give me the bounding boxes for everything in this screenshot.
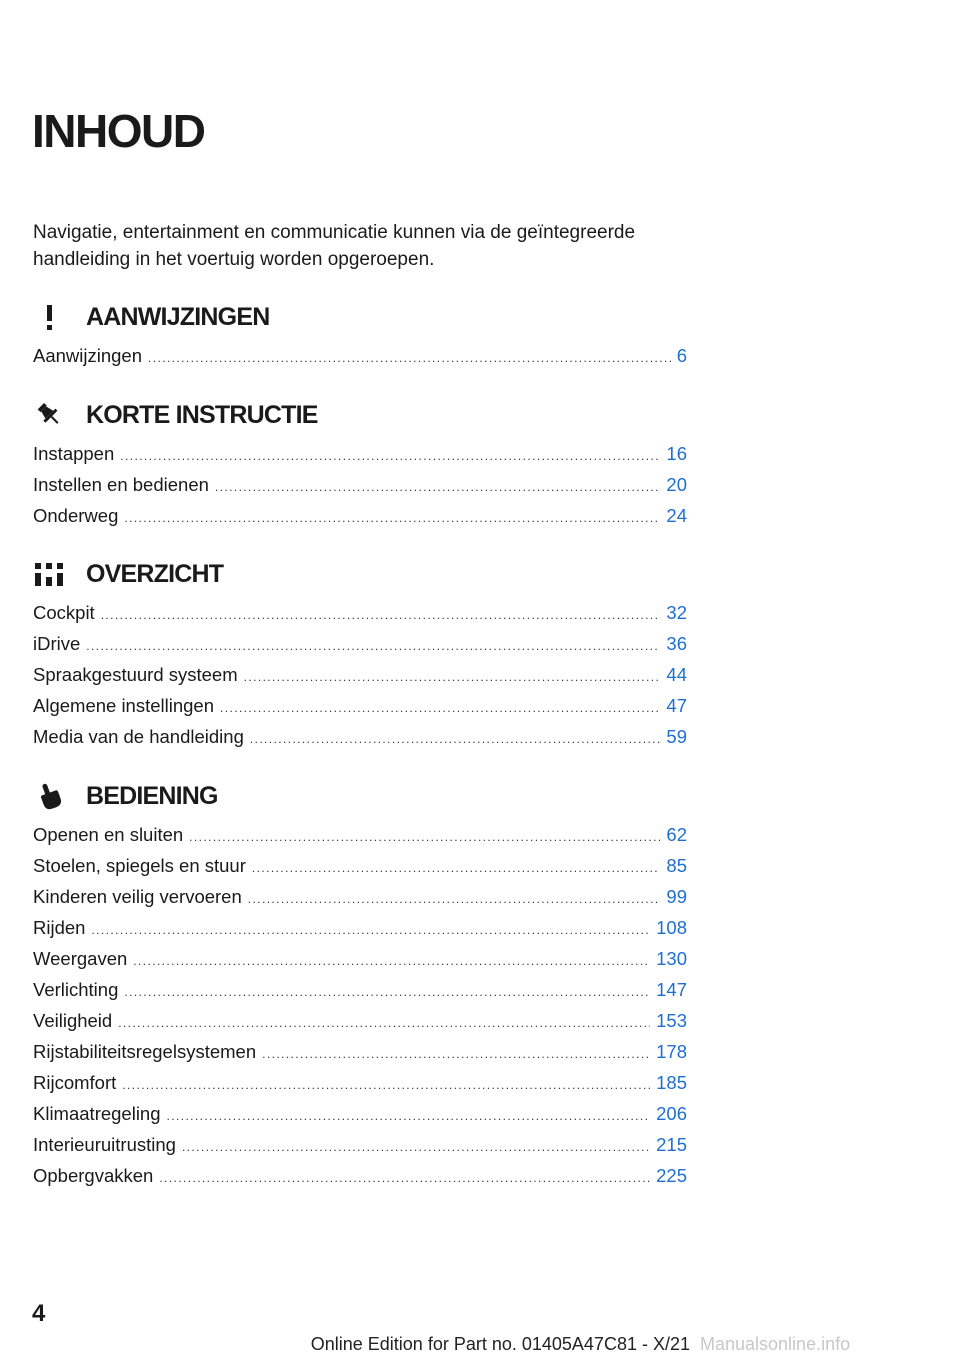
dot-leader <box>252 853 661 884</box>
toc-entry-page[interactable]: 47 <box>666 695 687 716</box>
toc-entry[interactable] <box>33 690 687 721</box>
toc-entry[interactable] <box>33 974 687 1005</box>
intro-text: Navigatie, entertainment en communicatie kunnen via de geïntegreerde handleiding in het voertuig worden opgeroepen. <box>33 222 636 270</box>
toc-entry-page[interactable]: 59 <box>666 726 687 747</box>
toc-entry-page[interactable]: 206 <box>656 1103 687 1124</box>
toc-entry-page[interactable]: 178 <box>656 1041 687 1062</box>
footer-edition: Online Edition for Part no. 01405A47C81 - X/21 <box>310 1334 690 1354</box>
toc-entry-label[interactable]: Stoelen, spiegels en stuur <box>33 855 246 876</box>
toc-entry[interactable] <box>33 628 687 659</box>
toc-entry-label[interactable]: Aanwijzingen <box>33 345 143 366</box>
dot-leader <box>133 946 650 977</box>
dot-leader <box>124 503 660 534</box>
toc-entry[interactable] <box>33 850 687 881</box>
toc-entry-label[interactable]: Algemene instellingen <box>33 695 215 716</box>
toc-entry[interactable] <box>33 1098 687 1129</box>
dot-leader <box>167 1101 651 1132</box>
section-bediening <box>33 779 687 1191</box>
section-header <box>33 300 687 334</box>
toc-entry[interactable] <box>33 1005 687 1036</box>
watermark: Manualsonline.info <box>700 1334 851 1354</box>
toc-entry-label[interactable]: Veiligheid <box>33 1010 113 1031</box>
toc-entry-label[interactable]: Media van de handleiding <box>33 726 244 747</box>
toc-entry-page[interactable]: 16 <box>666 443 687 464</box>
toc-entry[interactable] <box>33 1129 687 1160</box>
toc-entry[interactable] <box>33 659 687 690</box>
toc-entry[interactable] <box>33 819 687 850</box>
toc-entry[interactable] <box>33 597 687 628</box>
toc-entry-page[interactable]: 24 <box>666 505 687 526</box>
toc-entry[interactable] <box>33 438 687 469</box>
section-title: OVERZICHT <box>86 560 224 588</box>
toc-entry-label[interactable]: Onderweg <box>33 505 119 526</box>
section-korte-instructie <box>33 398 687 531</box>
toc-entry[interactable] <box>33 912 687 943</box>
dot-leader <box>250 724 661 755</box>
page-title: INHOUD <box>32 105 205 157</box>
toc-entry-label[interactable]: Openen en sluiten <box>33 824 184 845</box>
dot-leader <box>159 1163 650 1194</box>
toc-entry-label[interactable]: Rijstabiliteitsregelsystemen <box>33 1041 257 1062</box>
toc-entry-page[interactable]: 108 <box>656 917 687 938</box>
toc-entry-label[interactable]: Opbergvakken <box>33 1165 154 1186</box>
section-title: BEDIENING <box>86 782 218 810</box>
dot-leader <box>248 884 661 915</box>
dot-leader <box>101 600 661 631</box>
section-header <box>33 398 687 432</box>
dot-leader <box>182 1132 650 1163</box>
toc-entry-page[interactable]: 32 <box>666 602 687 623</box>
section-overzicht <box>33 557 687 752</box>
section-title: AANWIJZINGEN <box>86 303 270 331</box>
dot-leader <box>91 915 650 946</box>
toc-entry-label[interactable]: Rijden <box>33 917 86 938</box>
page-number: 4 <box>32 1300 46 1327</box>
toc-entry[interactable] <box>33 943 687 974</box>
pushpin-icon <box>33 401 65 429</box>
dot-leader <box>86 631 660 662</box>
toc-entry-label[interactable]: Instellen en bedienen <box>33 474 209 495</box>
toc-entry[interactable] <box>33 881 687 912</box>
toc-entry-page[interactable]: 20 <box>666 474 687 495</box>
toc-entry-label[interactable]: Verlichting <box>33 979 119 1000</box>
dot-leader <box>215 472 661 503</box>
dot-leader <box>122 1070 650 1101</box>
toc-entry-page[interactable]: 215 <box>656 1134 687 1155</box>
toc-entry-page[interactable]: 99 <box>666 886 687 907</box>
toc-entry-page[interactable]: 225 <box>656 1165 687 1186</box>
toc-entry-label[interactable]: Rijcomfort <box>33 1072 117 1093</box>
toc-entry[interactable] <box>33 469 687 500</box>
dot-leader <box>220 693 660 724</box>
toc-entry-page[interactable]: 44 <box>666 664 687 685</box>
dot-leader <box>244 662 661 693</box>
hand-pointer-icon <box>33 782 65 810</box>
dot-leader <box>118 1008 650 1039</box>
exclamation-icon <box>33 303 65 331</box>
dot-leader <box>262 1039 650 1070</box>
toc-entry[interactable] <box>33 340 687 371</box>
section-aanwijzingen <box>33 300 687 371</box>
toc-entry-page[interactable]: 185 <box>656 1072 687 1093</box>
section-title: KORTE INSTRUCTIE <box>86 401 318 429</box>
toc-entry-label[interactable]: Klimaatregeling <box>33 1103 161 1124</box>
toc-entry[interactable] <box>33 1036 687 1067</box>
toc-entry-label[interactable]: Spraakgestuurd systeem <box>33 664 238 685</box>
toc-entry-page[interactable]: 153 <box>656 1010 687 1031</box>
toc-entry-label[interactable]: Cockpit <box>33 602 95 623</box>
toc-entry-label[interactable]: iDrive <box>33 633 81 654</box>
toc-entry[interactable] <box>33 1160 687 1191</box>
toc-entry-page[interactable]: 85 <box>666 855 687 876</box>
toc-entry-page[interactable]: 147 <box>656 979 687 1000</box>
toc-entry-page[interactable]: 36 <box>666 633 687 654</box>
section-header <box>33 779 687 813</box>
grid-icon <box>33 560 65 588</box>
toc-entry-page[interactable]: 62 <box>666 824 687 845</box>
toc-entry-page[interactable]: 6 <box>676 345 687 366</box>
toc-entry-label[interactable]: Instappen <box>33 443 115 464</box>
section-header <box>33 557 687 591</box>
toc-entry-label[interactable]: Interieuruitrusting <box>33 1134 176 1155</box>
dot-leader <box>120 441 660 472</box>
toc-entry-label[interactable]: Weergaven <box>33 948 128 969</box>
dot-leader <box>124 977 650 1008</box>
dot-leader <box>189 822 660 853</box>
toc-entry[interactable] <box>33 1067 687 1098</box>
toc-entry-page[interactable]: 130 <box>656 948 687 969</box>
toc-entry[interactable] <box>33 500 687 531</box>
toc-entry-label[interactable]: Kinderen veilig vervoeren <box>33 886 242 907</box>
toc-entry[interactable] <box>33 721 687 752</box>
dot-leader <box>148 343 671 374</box>
